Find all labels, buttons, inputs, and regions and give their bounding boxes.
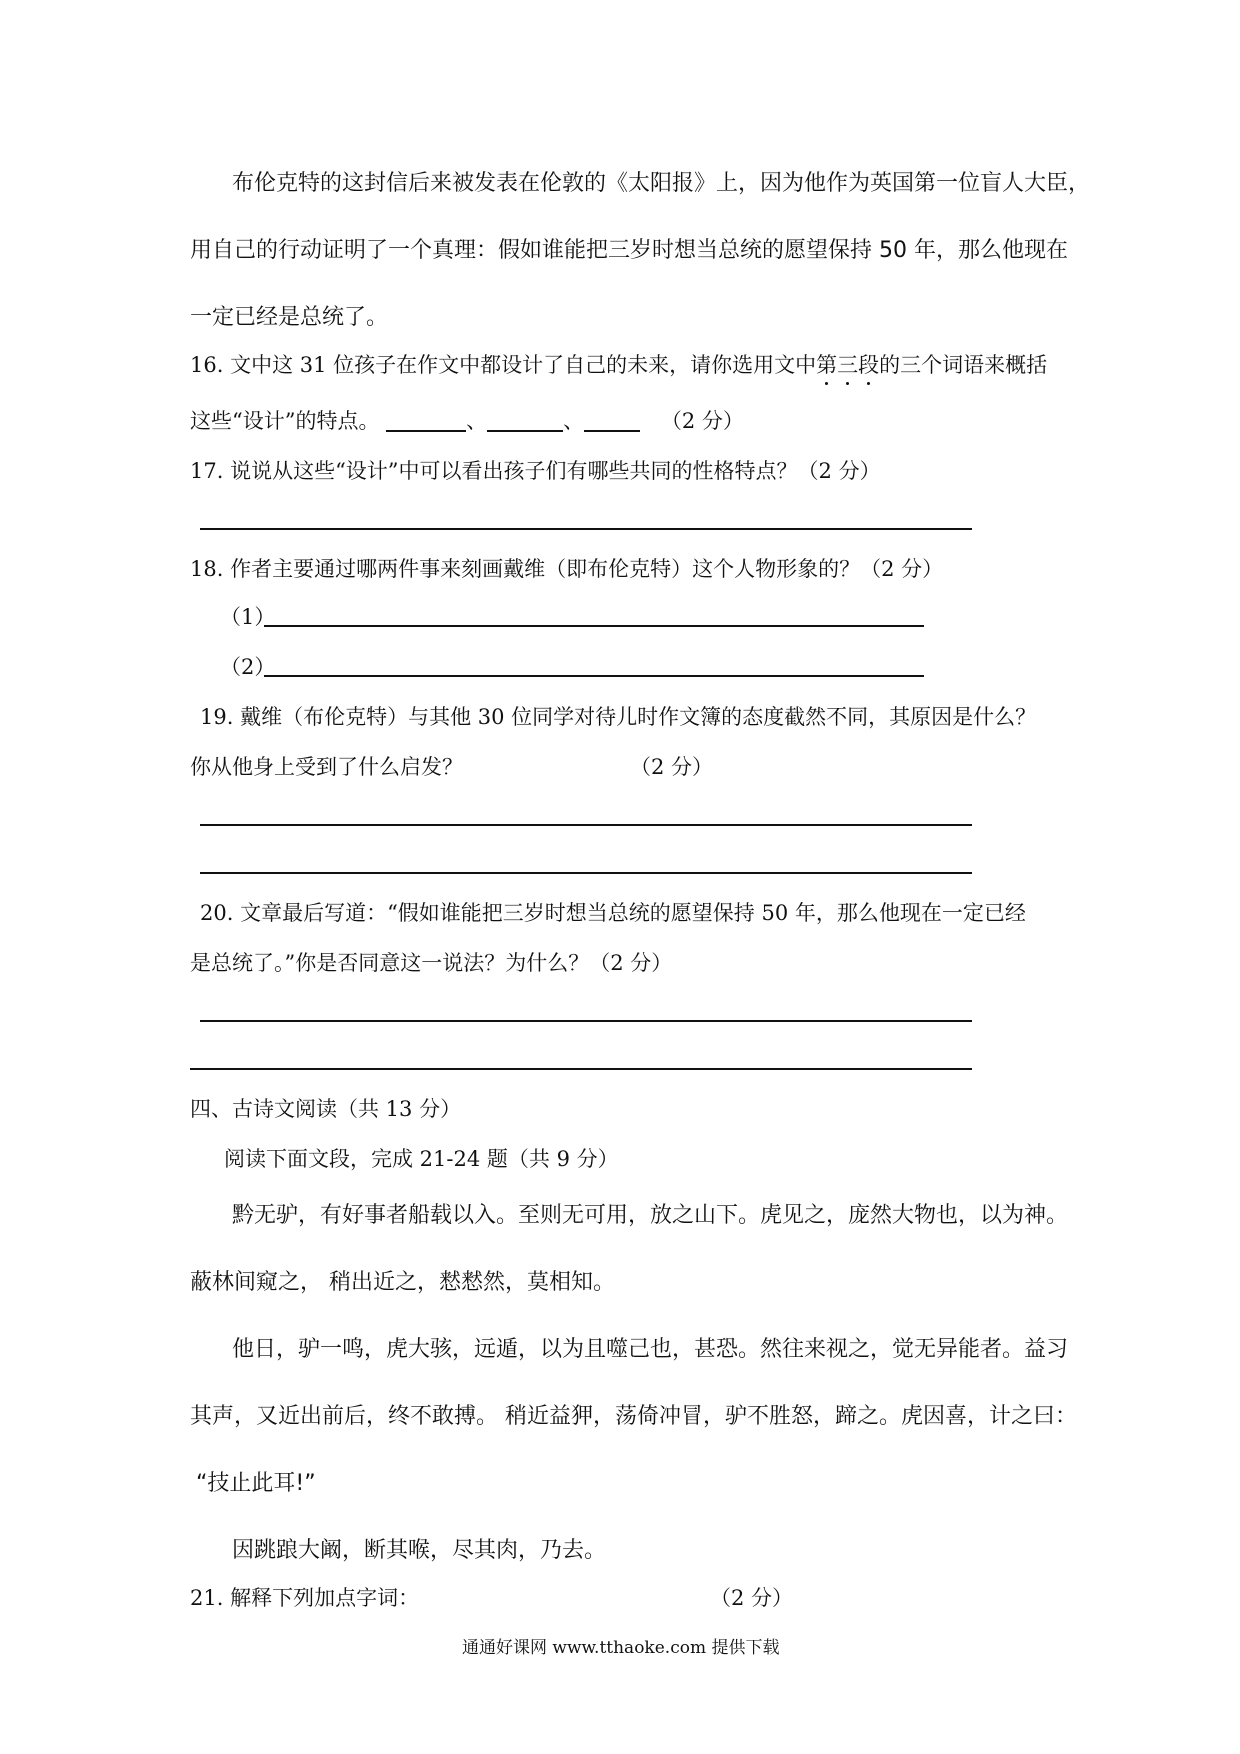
section-title: 四、古诗文阅读（共 13 分）	[190, 1097, 462, 1121]
answer-blank-1[interactable]	[386, 412, 466, 432]
answer-line[interactable]	[264, 625, 924, 627]
question-18: 18. 作者主要通过哪两件事来刻画戴维（即布伦克特）这个人物形象的？（2 分）	[190, 557, 944, 581]
question-20-line1: 20. 文章最后写道：“假如谁能把三岁时想当总统的愿望保持 50 年，那么他现在一定已经	[200, 901, 1026, 925]
question-17: 17. 说说从这些“设计”中可以看出孩子们有哪些共同的性格特点？（2 分）	[190, 459, 881, 483]
emphasis-char: 第	[816, 353, 838, 377]
poem-line: 黔无驴，有好事者船载以入。至则无可用，放之山下。虎见之，庞然大物也，以为神。	[232, 1203, 1069, 1228]
passage-line: 一定已经是总统了。	[190, 305, 389, 330]
question-16-text: 这些“设计”的特点。	[190, 409, 380, 433]
poem-line: 其声，又近出前后，终不敢搏。 稍近益狎，荡倚冲冒，驴不胜怒，蹄之。虎因喜，计之曰：	[190, 1404, 1077, 1429]
emphasis-char: 段	[858, 353, 880, 377]
page-footer: 通通好课网 www.tthaoke.com 提供下载	[462, 1638, 780, 1658]
answer-label-1: （1）	[220, 605, 276, 629]
score-label: （2 分）	[660, 409, 744, 433]
score-label: （2 分）	[710, 1586, 794, 1610]
answer-line[interactable]	[200, 824, 972, 826]
passage-line: 用自己的行动证明了一个真理：假如谁能把三岁时想当总统的愿望保持 50 年，那么他现在	[190, 238, 1068, 263]
passage-line: 布伦克特的这封信后来被发表在伦敦的《太阳报》上，因为他作为英国第一位盲人大臣，	[232, 171, 1091, 196]
answer-line[interactable]	[200, 528, 972, 530]
poem-line: “技止此耳!”	[196, 1471, 316, 1496]
question-20-line2: 是总统了。”你是否同意这一说法？为什么？（2 分）	[190, 951, 673, 975]
separator: 、	[563, 409, 585, 433]
separator: 、	[466, 409, 488, 433]
answer-blank-3[interactable]	[584, 412, 640, 432]
question-16-line2	[190, 411, 744, 432]
score-label: （2 分）	[630, 755, 714, 779]
question-16-line1	[190, 355, 1047, 376]
answer-line[interactable]	[190, 1068, 972, 1070]
question-16-text: 16. 文中这 31 位孩子在作文中都设计了自己的未来，请你选用文中	[190, 353, 817, 377]
answer-line[interactable]	[200, 1020, 972, 1022]
poem-line: 他日，驴一鸣，虎大骇，远遁，以为且噬己也，甚恐。然往来视之，觉无异能者。益习	[232, 1337, 1069, 1362]
poem-line: 蔽林间窥之， 稍出近之，慭慭然，莫相知。	[190, 1270, 615, 1295]
answer-blank-2[interactable]	[487, 412, 563, 432]
answer-label-2: （2）	[220, 655, 276, 679]
answer-line[interactable]	[200, 872, 972, 874]
question-16-text: 的三个词语来概括	[879, 353, 1048, 377]
section-instruction: 阅读下面文段，完成 21-24 题（共 9 分）	[224, 1147, 619, 1171]
question-21: 21. 解释下列加点字词：	[190, 1586, 420, 1610]
question-19-line1: 19. 戴维（布伦克特）与其他 30 位同学对待儿时作文簿的态度截然不同，其原因是什么？	[200, 705, 1037, 729]
emphasis-char: 三	[837, 353, 859, 377]
answer-line[interactable]	[264, 675, 924, 677]
question-19-line2: 你从他身上受到了什么启发？	[190, 755, 463, 779]
poem-line: 因跳踉大阚，断其喉，尽其肉，乃去。	[232, 1538, 607, 1563]
